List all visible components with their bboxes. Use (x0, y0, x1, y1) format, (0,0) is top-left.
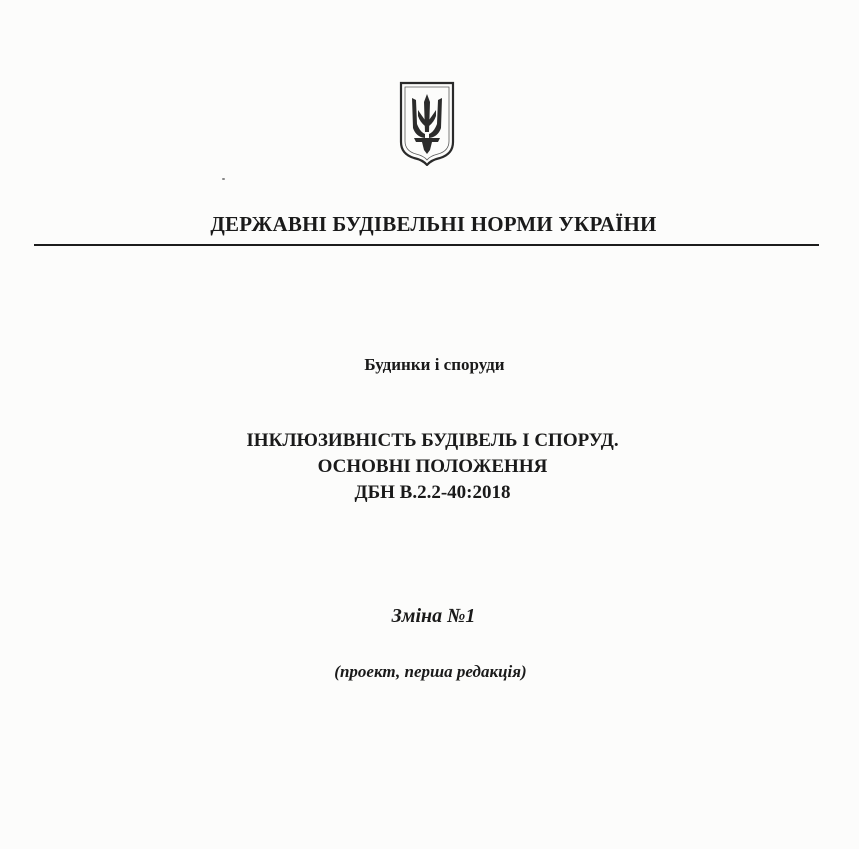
document-section: Будинки і споруди (364, 355, 505, 374)
document-code: ДБН В.2.2-40:2018 (354, 482, 511, 503)
ukraine-trident-emblem-icon (398, 80, 456, 166)
document-title-line: ОСНОВНІ ПОЛОЖЕННЯ (317, 456, 548, 477)
document-title (0, 428, 859, 506)
scan-speck (222, 178, 225, 180)
draft-status: (проект, перша редакція) (334, 662, 527, 681)
header-divider (34, 244, 819, 246)
document-title-line: ІНКЛЮЗИВНІСТЬ БУДІВЕЛЬ І СПОРУД. (246, 430, 619, 451)
document-category-title: ДЕРЖАВНІ БУДІВЕЛЬНІ НОРМИ УКРАЇНИ (210, 212, 657, 236)
amendment-label: Зміна №1 (391, 605, 476, 627)
